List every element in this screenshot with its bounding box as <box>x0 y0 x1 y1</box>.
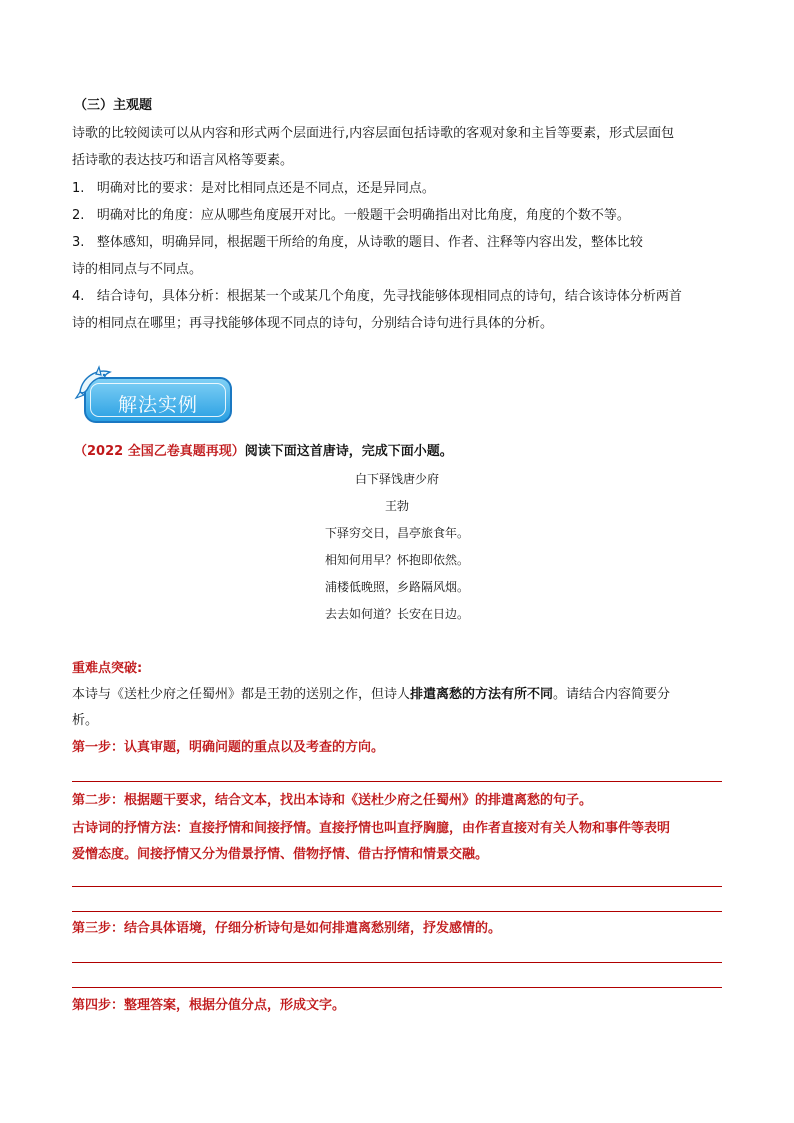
answer-line <box>72 911 722 912</box>
step-item-2 <box>72 207 630 225</box>
step-4: 第四步：整理答案，根据分值分点，形成文字。 <box>72 998 346 1013</box>
step-2: 第二步：根据题干要求，结合文本，找出本诗和《送杜少府之任蜀州》的排遣离愁的句子。 <box>72 793 593 808</box>
poem-line: 浦楼低晚照，乡路隔风烟。 <box>324 580 469 594</box>
question-emphasis: 排遣离愁的方法有所不同 <box>410 687 554 702</box>
answer-line <box>72 886 722 887</box>
step-number: 4. <box>72 289 85 304</box>
method-line-1: 古诗词的抒情方法：直接抒情和间接抒情。直接抒情也叫直抒胸臆，由作者直接对有关人物和事件等表明 <box>72 821 671 836</box>
example-source: （2022 全国乙卷真题再现） <box>74 444 245 459</box>
badge-label: 解法实例 <box>118 394 199 416</box>
question-line-1 <box>72 686 670 704</box>
poem-title: 白下驿饯唐少府 <box>354 472 439 486</box>
step-item-4 <box>72 288 682 306</box>
example-instruction: 阅读下面这首唐诗，完成下面小题。 <box>244 444 453 459</box>
answer-line <box>72 781 722 782</box>
intro-line-1: 诗歌的比较阅读可以从内容和形式两个层面进行,内容层面包括诗歌的客观对象和主旨等要素，形式层面包 <box>72 126 675 141</box>
step-item-3 <box>72 234 643 252</box>
step-3: 第三步：结合具体语境，仔细分析诗句是如何排遣离愁别绪，抒发感情的。 <box>72 921 502 936</box>
intro-line-2: 括诗歌的表达技巧和语言风格等要素。 <box>72 153 294 168</box>
poem-line: 相知何用早？怀抱即依然。 <box>324 553 469 567</box>
step-item-1 <box>72 180 435 198</box>
question-prefix: 本诗与《送杜少府之任蜀州》都是王勃的送别之作，但诗人 <box>72 687 411 702</box>
section-title: （三）主观题 <box>74 98 153 113</box>
step-number: 2. <box>72 208 85 223</box>
focus-label: 重难点突破: <box>72 661 143 676</box>
step-text: 明确对比的要求：是对比相同点还是不同点，还是异同点。 <box>96 181 435 196</box>
question-suffix: 。请结合内容简要分 <box>553 687 671 702</box>
question-line-2: 析。 <box>72 713 99 728</box>
step-item-3-cont: 诗的相同点与不同点。 <box>72 262 203 277</box>
step-text: 整体感知，明确异同，根据题干所给的角度，从诗歌的题目、作者、注释等内容出发，整体比较 <box>96 235 643 250</box>
poem-line: 去去如何道？长安在日边。 <box>324 607 469 621</box>
poem-line: 下驿穷交日，昌亭旅食年。 <box>324 526 469 540</box>
answer-line <box>72 962 722 963</box>
example-heading <box>74 443 453 461</box>
step-1: 第一步：认真审题，明确问题的重点以及考查的方向。 <box>72 740 385 755</box>
step-item-4-cont: 诗的相同点在哪里；再寻找能够体现不同点的诗句，分别结合诗句进行具体的分析。 <box>72 316 554 331</box>
method-line-2: 爱憎态度。间接抒情又分为借景抒情、借物抒情、借古抒情和情景交融。 <box>72 847 489 862</box>
poem-author: 王勃 <box>384 499 409 513</box>
dolphin-icon <box>74 364 118 404</box>
answer-line <box>72 987 722 988</box>
step-text: 结合诗句，具体分析：根据某一个或某几个角度，先寻找能够体现相同点的诗句，结合该诗体分析两首 <box>96 289 682 304</box>
step-number: 3. <box>72 235 85 250</box>
step-number: 1. <box>72 181 85 196</box>
step-text: 明确对比的角度：应从哪些角度展开对比。一般题干会明确指出对比角度，角度的个数不等。 <box>96 208 630 223</box>
